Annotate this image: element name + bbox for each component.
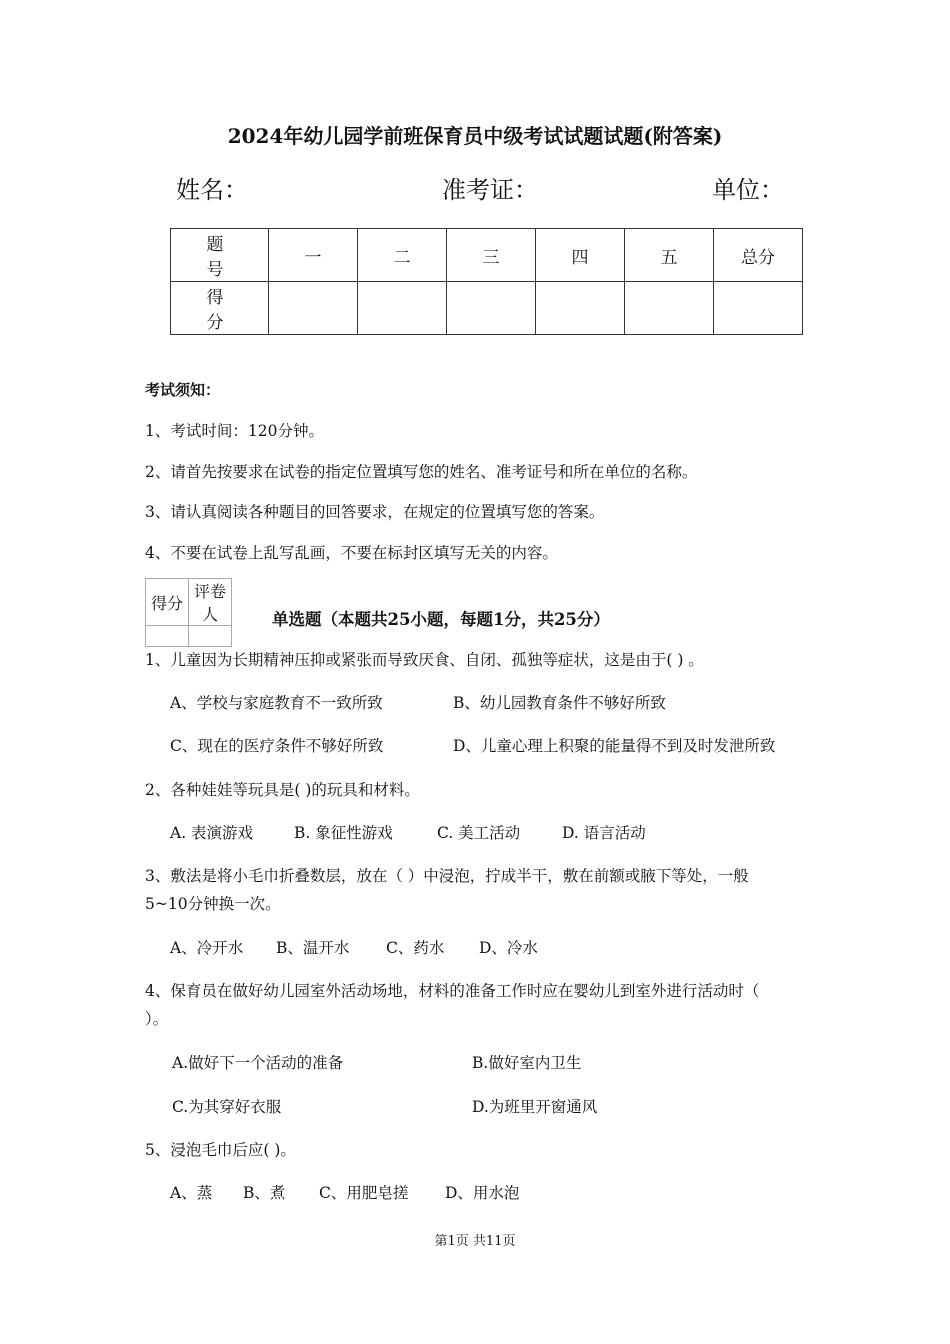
question-3-option-d: D、冷水 [479, 939, 538, 957]
header-cell: 三 [447, 229, 536, 282]
question-5-stem: 5、浸泡毛巾后应( )。 [145, 1141, 296, 1159]
question-2-stem: 2、各种娃娃等玩具是( )的玩具和材料。 [145, 781, 420, 799]
question-1-option-a: A、学校与家庭教育不一致所致 [170, 694, 383, 712]
document-title: 2024年幼儿园学前班保育员中级考试试题试题(附答案) [227, 124, 723, 148]
score-table-header-row [171, 229, 803, 282]
question-4-option-c: C.为其穿好衣服 [172, 1098, 282, 1116]
question-4-stem-line-1: 4、保育员在做好幼儿园室外活动场地，材料的准备工作时应在婴幼儿到室外进行活动时（ [145, 982, 760, 1000]
score-cell [447, 282, 536, 335]
unit-field-label: 单位： [712, 176, 784, 204]
question-4-stem-line-2: ）。 [145, 1010, 169, 1028]
question-3-stem-line-2: 5~10分钟换一次。 [145, 895, 281, 913]
score-label: 得 分 [171, 282, 269, 335]
notice-item: 3、请认真阅读各种题目的回答要求，在规定的位置填写您的答案。 [145, 503, 605, 521]
question-5-option-a: A、蒸 [170, 1184, 213, 1202]
question-2-option-d: D. 语言活动 [562, 824, 646, 842]
notice-item: 1、考试时间：120分钟。 [145, 422, 324, 440]
question-number-label: 题 号 [171, 229, 269, 282]
question-2-option-b: B. 象征性游戏 [294, 824, 393, 842]
score-cell [536, 282, 625, 335]
question-5-option-d: D、用水泡 [445, 1184, 520, 1202]
question-3-option-b: B、温开水 [276, 939, 350, 957]
question-4-option-d: D.为班里开窗通风 [472, 1098, 598, 1116]
score-cell [269, 282, 358, 335]
exam-number-field-label: 准考证： [442, 176, 538, 204]
question-5-option-b: B、煮 [243, 1184, 286, 1202]
question-3-stem-line-1: 3、敷法是将小毛巾折叠数层，放在（ ）中浸泡，拧成半干，敷在前额或腋下等处，一般 [145, 867, 749, 885]
question-1-stem: 1、儿童因为长期精神压抑或紧张而导致厌食、自闭、孤独等症状，这是由于( ) 。 [145, 651, 704, 669]
score-cell [625, 282, 714, 335]
grader-name-label: 评卷人 [189, 579, 232, 626]
question-4-option-b: B.做好室内卫生 [472, 1054, 582, 1072]
question-2-option-a: A. 表演游戏 [170, 824, 254, 842]
question-3-option-c: C、药水 [386, 939, 445, 957]
question-1-option-b: B、幼儿园教育条件不够好所致 [453, 694, 666, 712]
page-footer: 第1页 共11页 [434, 1234, 516, 1249]
grader-name-cell [189, 626, 232, 647]
question-1-option-c: C、现在的医疗条件不够好所致 [170, 737, 384, 755]
header-cell: 二 [358, 229, 447, 282]
question-4-option-a: A.做好下一个活动的准备 [172, 1054, 344, 1072]
header-cell: 总分 [714, 229, 803, 282]
score-cell [714, 282, 803, 335]
notice-item: 2、请首先按要求在试卷的指定位置填写您的姓名、准考证号和所在单位的名称。 [145, 463, 698, 481]
question-3-option-a: A、冷开水 [170, 939, 244, 957]
notice-heading: 考试须知： [145, 381, 221, 399]
score-table [170, 228, 803, 335]
grader-score-label: 得分 [146, 579, 189, 626]
section-heading: 单选题（本题共25小题，每题1分，共25分） [272, 610, 610, 629]
question-1-option-d: D、儿童心理上积聚的能量得不到及时发泄所致 [453, 737, 776, 755]
notice-item: 4、不要在试卷上乱写乱画，不要在标封区填写无关的内容。 [145, 544, 558, 562]
grader-score-cell [146, 626, 189, 647]
header-cell: 五 [625, 229, 714, 282]
question-5-option-c: C、用肥皂搓 [319, 1184, 409, 1202]
score-cell [358, 282, 447, 335]
header-cell: 一 [269, 229, 358, 282]
grader-box [145, 578, 232, 647]
question-2-option-c: C. 美工活动 [437, 824, 521, 842]
header-cell: 四 [536, 229, 625, 282]
score-table-score-row [171, 282, 803, 335]
name-field-label: 姓名： [176, 176, 248, 204]
